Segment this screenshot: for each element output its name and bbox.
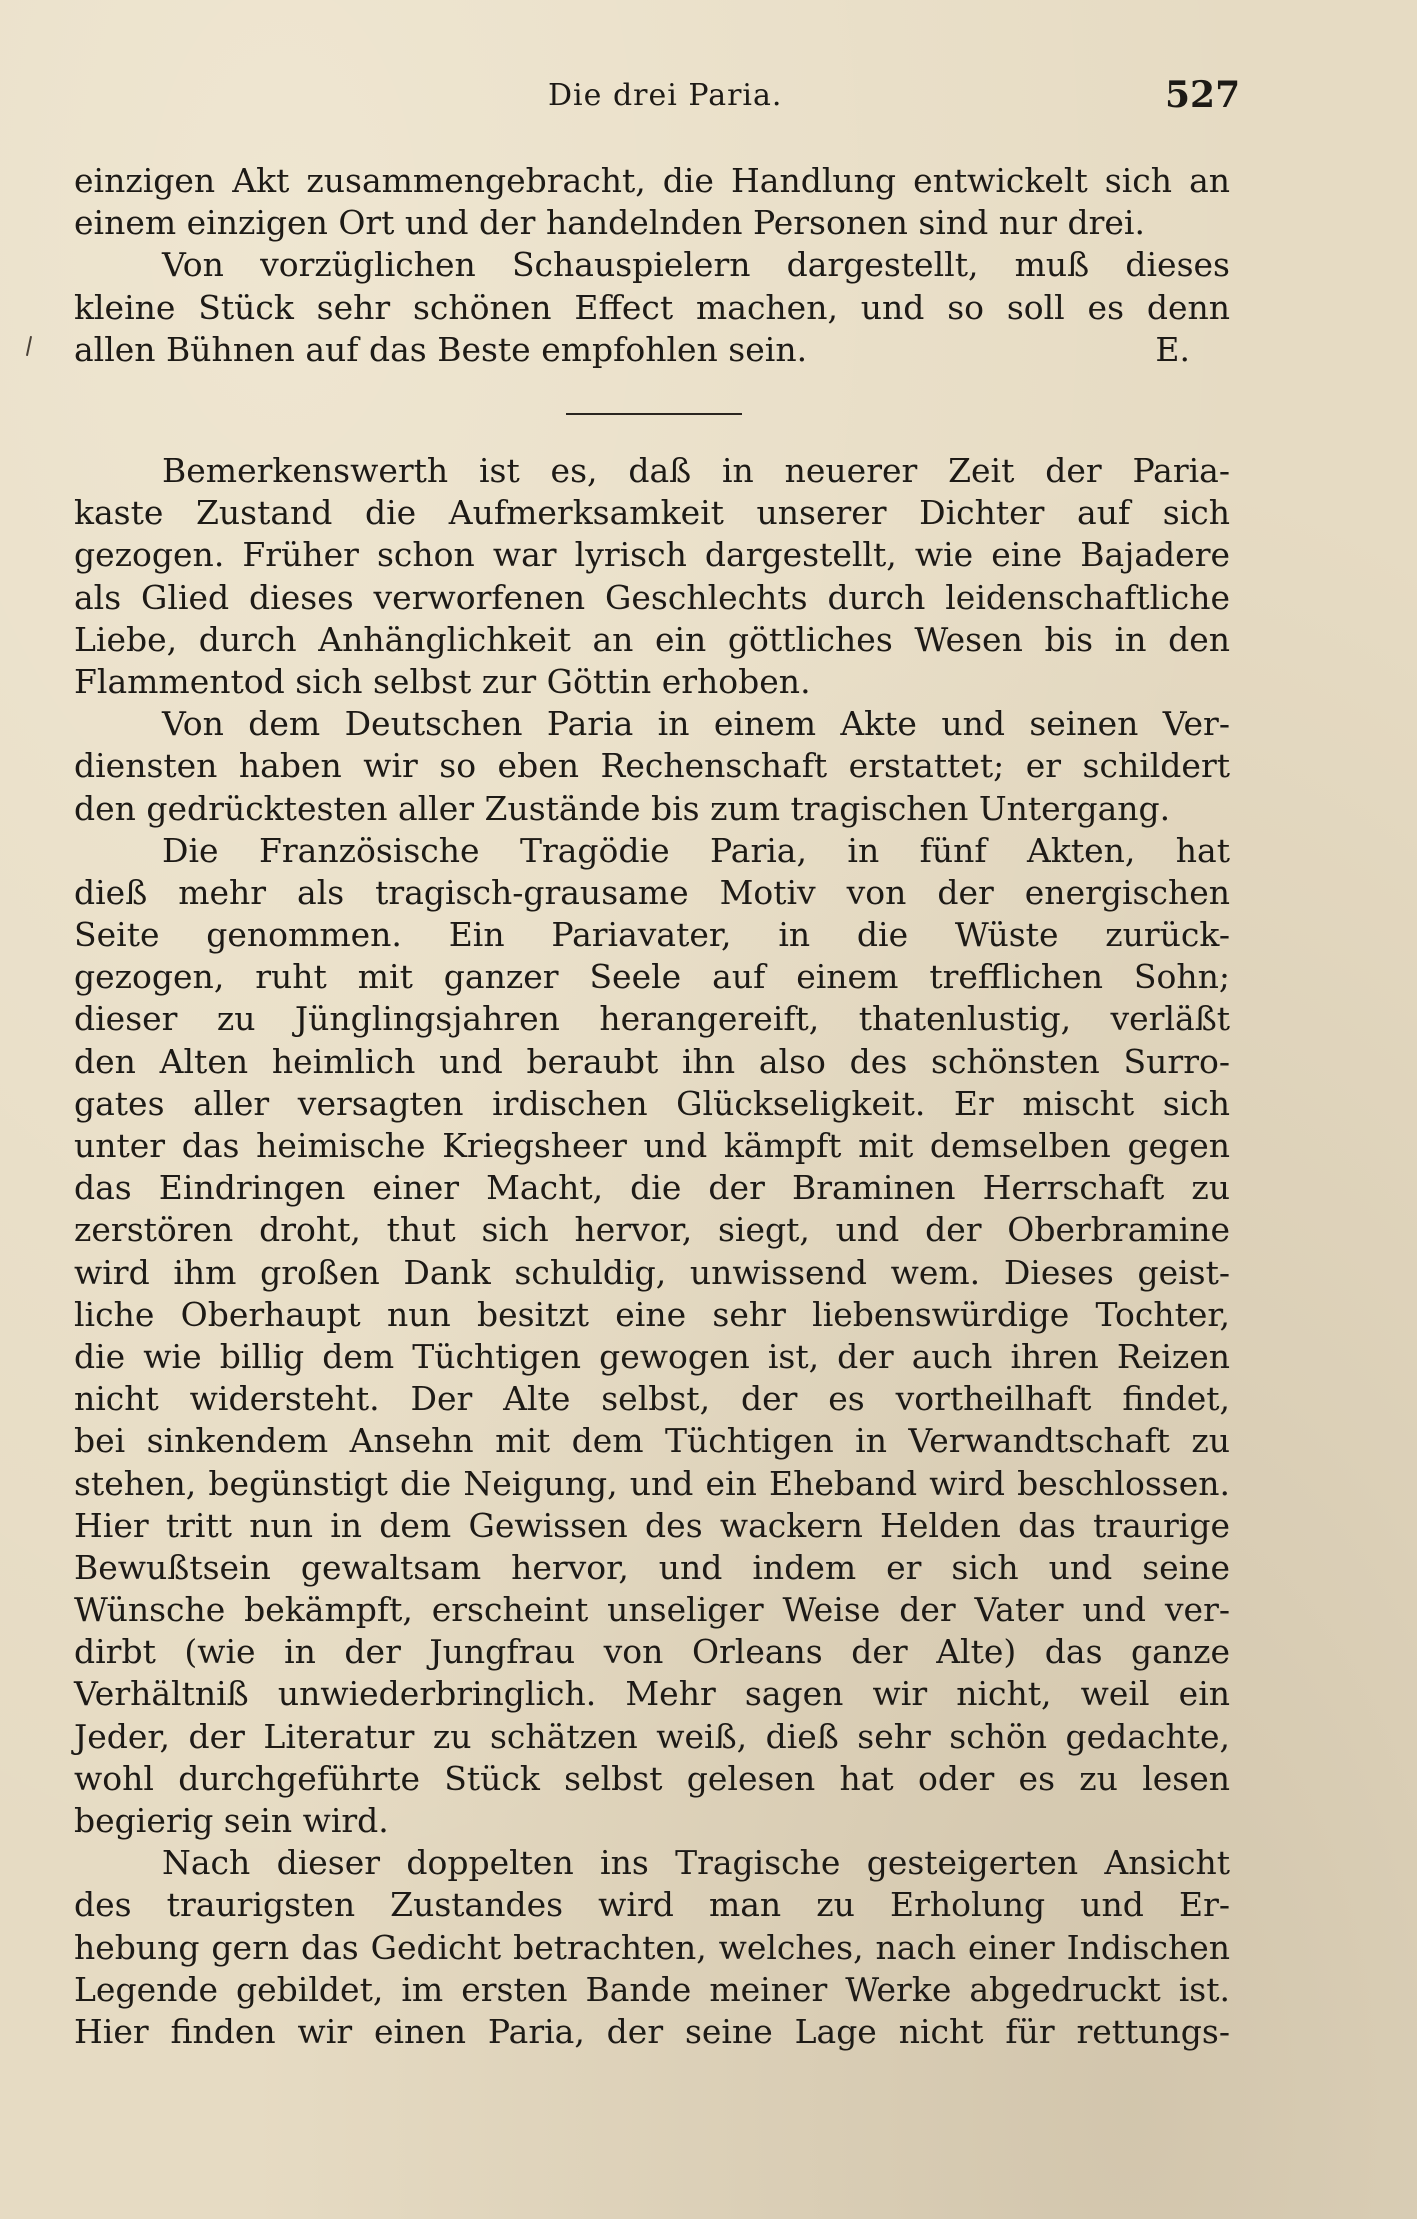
text-line: die wie billig dem Tüchtigen gewogen ist, der auch ihren Reizen — [74, 1336, 1230, 1376]
text-line: zerstören droht, thut sich hervor, siegt, und der Oberbramine — [74, 1210, 1230, 1250]
text-line: wohl durchgeführte Stück selbst gelesen hat oder es zu lesen — [74, 1758, 1230, 1798]
text-line: kaste Zustand die Aufmerksamkeit unserer Dichter auf sich — [74, 493, 1230, 533]
top-paragraph — [74, 160, 1230, 371]
text-line: Liebe, durch Anhänglichkeit an ein göttliches Wesen bis in den — [74, 619, 1230, 659]
text-line: hebung gern das Gedicht betrachten, welches, nach einer Indischen — [74, 1927, 1230, 1967]
text-line: Nach dieser doppelten ins Tragische gesteigerten Ansicht — [162, 1843, 1230, 1883]
text-line: Verhältniß unwiederbringlich. Mehr sagen wir nicht, weil ein — [74, 1674, 1230, 1714]
text-line: das Eindringen einer Macht, die der Braminen Herrschaft zu — [74, 1168, 1230, 1208]
text-line: als Glied dieses verworfenen Geschlechts durch leidenschaftliche — [74, 577, 1230, 617]
text-line: nicht widersteht. Der Alte selbst, der es vortheilhaft findet, — [74, 1379, 1230, 1419]
text-line: liche Oberhaupt nun besitzt eine sehr liebenswürdige Tochter, — [74, 1294, 1230, 1334]
text-line: dieß mehr als tragisch-grausame Motiv von der energischen — [74, 872, 1230, 912]
text-line: Von vorzüglichen Schauspielern dargestellt, muß dieses — [162, 245, 1230, 285]
text-line: diensten haben wir so eben Rechenschaft erstattet; er schildert — [74, 746, 1230, 786]
text-line: Flammentod sich selbst zur Göttin erhoben. — [74, 661, 811, 701]
text-line: wird ihm großen Dank schuldig, unwissend wem. Dieses geist- — [74, 1252, 1230, 1292]
margin-mark — [26, 336, 32, 356]
text-line: Bemerkenswerth ist es, daß in neuerer Zeit der Paria- — [162, 451, 1230, 490]
running-head — [0, 74, 1417, 128]
text-line: des traurigsten Zustandes wird man zu Erholung und Er- — [74, 1885, 1230, 1925]
text-line: gezogen, ruht mit ganzer Seele auf einem trefflichen Sohn; — [74, 957, 1230, 997]
text-line: den Alten heimlich und beraubt ihn also des schönsten Surro- — [74, 1041, 1230, 1081]
text-line: stehen, begünstigt die Neigung, und ein Eheband wird beschlossen. — [74, 1463, 1230, 1503]
text-line: begierig sein wird. — [74, 1801, 389, 1840]
text-line: Jeder, der Literatur zu schätzen weiß, dieß sehr schön gedachte, — [74, 1716, 1230, 1756]
text-line: einem einzigen Ort und der handelnden Personen sind nur drei. — [74, 203, 1145, 243]
text-line: kleine Stück sehr schönen Effect machen, und so soll es denn — [74, 287, 1230, 327]
author-signature: E. — [1155, 329, 1190, 369]
text-line: dirbt (wie in der Jungfrau von Orleans der Alte) das ganze — [74, 1632, 1230, 1672]
text-line: Seite genommen. Ein Pariavater, in die Wüste zurück- — [74, 915, 1230, 955]
text-line: einzigen Akt zusammengebracht, die Handlung entwickelt sich an — [74, 161, 1230, 200]
text-line: Hier finden wir einen Paria, der seine Lage nicht für rettungs- — [74, 2011, 1230, 2051]
text-line: Von dem Deutschen Paria in einem Akte und seinen Ver- — [162, 704, 1230, 744]
page-number: 527 — [1165, 74, 1241, 116]
text-line: unter das heimische Kriegsheer und kämpft mit demselben gegen — [74, 1126, 1230, 1165]
text-line: Wünsche bekämpft, erscheint unseliger Weise der Vater und ver- — [74, 1590, 1230, 1630]
text-line: dieser zu Jünglingsjahren herangereift, thatenlustig, verläßt — [74, 999, 1230, 1039]
text-line: Legende gebildet, im ersten Bande meiner Werke abgedruckt ist. — [74, 1969, 1230, 2009]
text-line: gates aller versagten irdischen Glückseligkeit. Er mischt sich — [74, 1083, 1230, 1123]
text-line: bei sinkendem Ansehn mit dem Tüchtigen in Verwandtschaft zu — [74, 1421, 1230, 1461]
text-line: den gedrücktesten aller Zustände bis zum tragischen Untergang. — [74, 788, 1171, 828]
main-text — [74, 450, 1230, 2053]
text-line: gezogen. Früher schon war lyrisch dargestellt, wie eine Bajadere — [74, 535, 1230, 575]
text-line-with-signature — [74, 329, 1230, 371]
running-title: Die drei Paria. — [548, 78, 783, 113]
section-divider — [566, 413, 742, 415]
text-line: allen Bühnen auf das Beste empfohlen sein. — [74, 329, 808, 369]
text-line: Hier tritt nun in dem Gewissen des wackern Helden das traurige — [74, 1505, 1230, 1545]
text-line: Bewußtsein gewaltsam hervor, und indem er sich und seine — [74, 1547, 1230, 1587]
text-line: Die Französische Tragödie Paria, in fünf Akten, hat — [162, 830, 1230, 870]
